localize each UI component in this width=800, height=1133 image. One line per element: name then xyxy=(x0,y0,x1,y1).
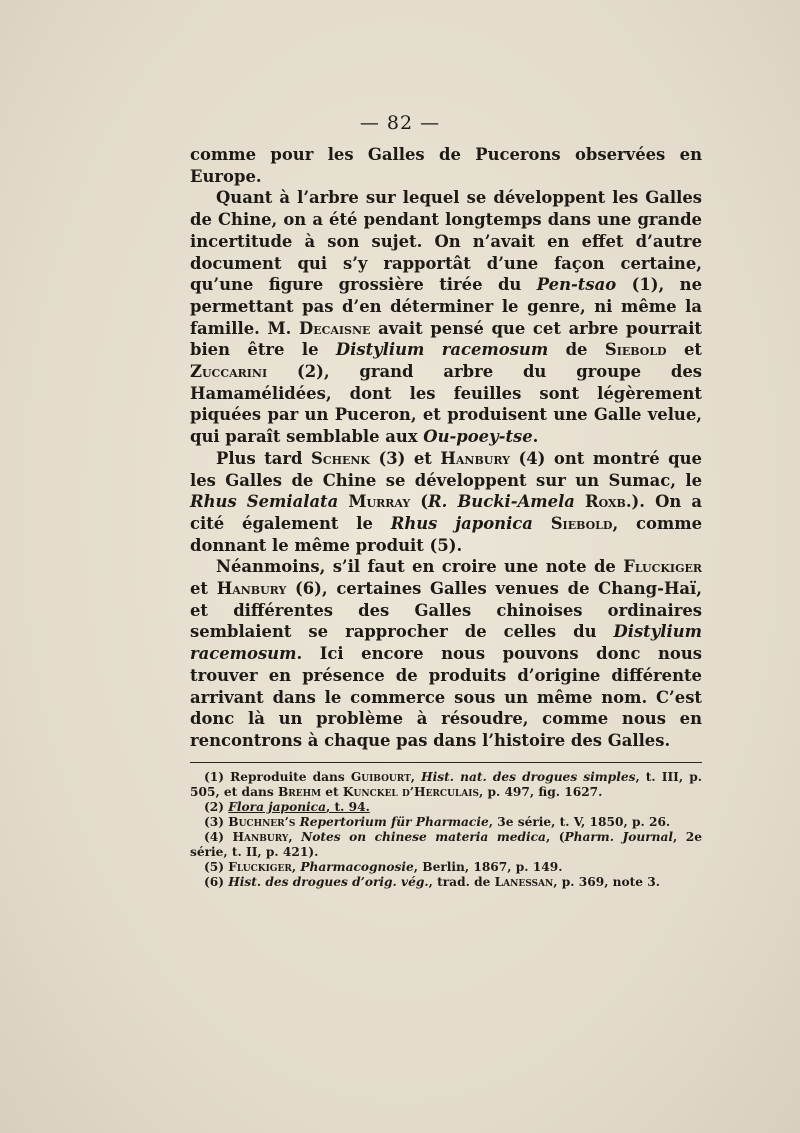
text-run: Buchner’s xyxy=(228,815,296,829)
text-run xyxy=(533,514,551,533)
footnote xyxy=(190,800,702,815)
text-run: .). On a cité également le xyxy=(190,492,702,533)
text-run: Guibourt xyxy=(350,770,411,784)
text-run: Hist. nat. des drogues simples xyxy=(421,770,636,784)
footnote xyxy=(190,830,702,860)
text-run: R. Bucki-Amela xyxy=(428,492,575,512)
main-text xyxy=(190,144,702,752)
text-run: (1), ne permettant pas d’en déterminer le genre, ni même la famille. M. xyxy=(190,275,702,338)
text-run: Hanbury xyxy=(216,579,287,599)
text-run: (6), certaines Galles venues de Chang-Haï, et différentes des Galles chinoises ordinaires semblaient se rapprocher de celles du xyxy=(190,579,702,642)
text-run: , t. III, p. 505, et dans xyxy=(190,770,702,799)
text-run: (4) ont montré que les Galles de Chine se développent sur un Sumac, le xyxy=(190,448,702,490)
text-run: Fluckiger xyxy=(623,557,702,577)
text-run: , p. 369, note 3. xyxy=(553,875,661,889)
footnote-separator xyxy=(190,762,702,763)
text-run: Siebold xyxy=(550,513,613,533)
footnote xyxy=(190,815,702,830)
text-run: Notes on chinese materia medica xyxy=(301,830,546,844)
text-run: . Ici encore nous pouvons donc nous trouver en présence de produits d’origine différente arrivant dans le commerce sous un même nom. C’est donc là un problème à résoudre, comme nous en rencontrons à chaque pas dans l’histoire des Galles. xyxy=(190,644,702,750)
text-run xyxy=(338,492,348,511)
text-run: Lanessan xyxy=(494,875,554,889)
text-run: , xyxy=(288,830,302,844)
text-run: Ou-poey-tse xyxy=(423,427,533,447)
footnote xyxy=(190,770,702,800)
text-run: Plus tard xyxy=(216,448,311,468)
text-run: Quant à l’arbre sur lequel se développent les Galles de Chine, on a été pendant longtemps dans une grande incertitude à son sujet. On n’avait en effet d’autre document qui s’y rapportât d’une façon certaine, qu’une figure grossière tirée du xyxy=(190,188,702,295)
text-run: , p. 497, fig. 1627. xyxy=(478,785,603,799)
text-run: ( xyxy=(410,492,429,512)
text-run: , xyxy=(291,860,301,874)
text-run: Zuccarini xyxy=(190,362,268,382)
text-run: Hanbury xyxy=(232,830,289,844)
text-run: Flora japonica xyxy=(228,800,327,814)
text-run xyxy=(575,492,585,511)
text-run: (1) Reproduite dans xyxy=(204,770,351,784)
text-run: Roxb xyxy=(585,492,626,512)
text-run: Pharm. Journal xyxy=(564,830,674,844)
text-run: (6) xyxy=(204,875,229,889)
text-run: , t. 94. xyxy=(326,800,370,814)
footnote xyxy=(190,875,702,890)
text-run: Hist. des drogues d’orig. vég. xyxy=(228,875,429,889)
page-number: — 82 — xyxy=(359,112,441,134)
text-run: Kunckel d’Herculais xyxy=(342,785,479,799)
text-run: . xyxy=(532,427,539,447)
text-run: et xyxy=(321,785,343,799)
text-run: , 2e série, t. II, p. 421). xyxy=(190,830,702,859)
text-run: Schenk xyxy=(310,448,370,468)
text-run: Hanbury xyxy=(440,448,511,468)
text-run: comme pour les Galles de Pucerons observées en Europe. xyxy=(190,145,702,186)
text-run: Siebold xyxy=(604,340,667,360)
text-run: , comme donnant le même produit (5). xyxy=(190,513,702,555)
text-run: de xyxy=(548,340,605,360)
text-run: (5) xyxy=(204,860,229,874)
text-run: avait pensé que cet arbre pourrait bien être le xyxy=(190,318,703,360)
paragraph xyxy=(190,448,702,557)
text-run: Pen-tsao xyxy=(536,275,617,295)
text-run: Repertorium für Pharmacie xyxy=(299,815,489,829)
text-run: Distylium racemosum xyxy=(190,622,702,664)
text-run: , 3e série, t. V, 1850, p. 26. xyxy=(488,815,671,829)
footnotes xyxy=(190,770,702,890)
text-run: Distylium racemosum xyxy=(335,340,549,360)
text-run: (3) xyxy=(204,815,229,829)
text-run: , Berlin, 1867, p. 149. xyxy=(413,860,563,874)
text-run: (4) xyxy=(204,830,233,844)
text-run: Rhus Semialata xyxy=(190,492,339,512)
text-run: Fluckiger xyxy=(228,860,292,874)
text-run: , xyxy=(410,770,422,784)
text-run: Rhus japonica xyxy=(390,513,533,533)
text-run: et xyxy=(666,340,702,360)
text-run: , ( xyxy=(545,830,565,844)
text-run: (2), grand arbre du groupe des Hamamélidées, dont les feuilles sont légèrement piquées par un Puceron, et produisent une Galle velue, qui paraît semblable aux xyxy=(190,362,702,447)
text-run: Murray xyxy=(348,492,411,512)
text-run: Decaisne xyxy=(299,318,371,338)
paragraph xyxy=(190,144,702,187)
text-run: (3) et xyxy=(369,448,441,468)
paragraph xyxy=(190,556,702,751)
text-run: Néanmoins, s’il faut en croire une note de xyxy=(216,557,624,577)
text-run: (2) xyxy=(204,800,229,814)
footnote xyxy=(190,860,702,875)
text-run: Pharmacognosie xyxy=(300,860,414,874)
paragraph xyxy=(190,187,702,447)
text-run: , trad. de xyxy=(428,875,495,889)
text-run: et xyxy=(190,579,217,599)
text-run: Brehm xyxy=(277,785,322,799)
